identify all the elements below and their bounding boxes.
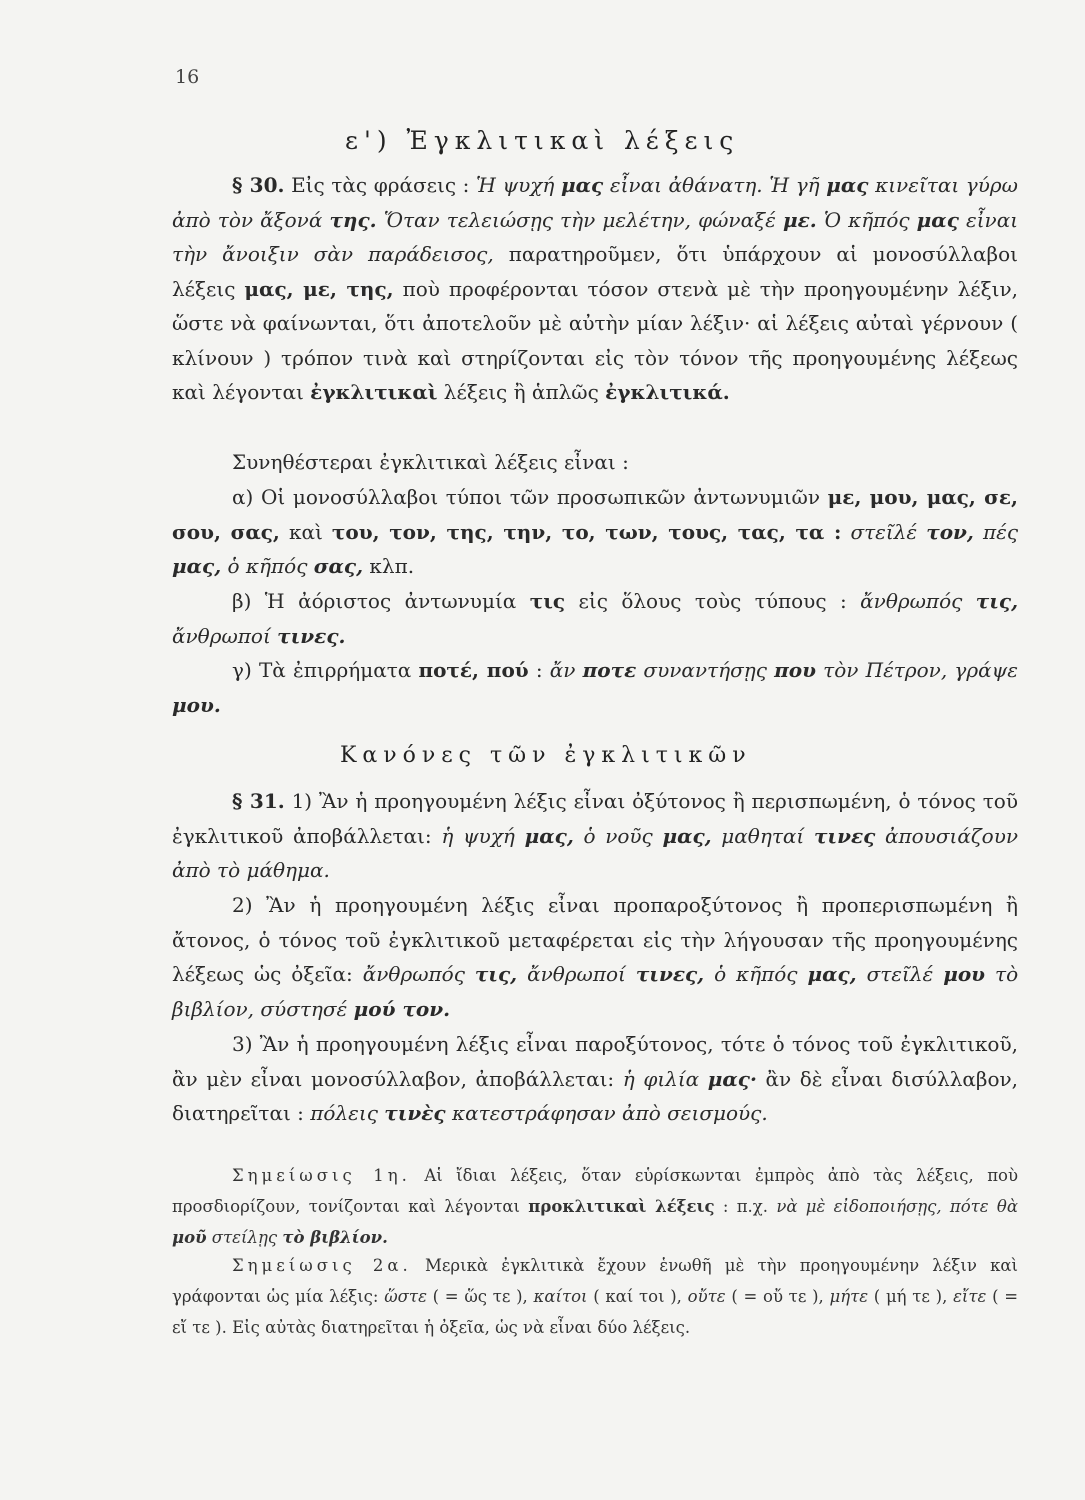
enclitic: τις, [975, 589, 1019, 613]
text: : π.χ. [722, 1197, 769, 1216]
enclitic: μας, [172, 554, 222, 578]
example: τὸ βιβλίον, σύστησέ [172, 962, 1019, 1021]
text: ( καί τοι ), [593, 1287, 682, 1306]
example: ἡ φιλία [622, 1066, 700, 1091]
enclitic: τις [529, 589, 566, 613]
text: Αἱ ἴδιαι λέξεις, ὅταν εὑρίσκωνται ἐμπρὸς ἀπὸ τὰς λέξεις, ποὺ προσδιορίζουν, τονίζονται καὶ λέγονται [172, 1166, 1018, 1216]
example: Ἡ ψυχή [476, 173, 555, 197]
common-enclitics: Συνηθέστεραι ἐγκλιτικαὶ λέξεις εἶναι : [232, 450, 629, 474]
example: μήτε [829, 1287, 869, 1306]
enclitic: μας [561, 173, 604, 197]
enclitic-list: μας, με, της, [244, 276, 394, 301]
text: α) Οἱ μονοσύλλαβοι τύποι τῶν προσωπικῶν ἀντωνυμιῶν [232, 485, 821, 509]
example: τὸν Πέτρον, γράψε [823, 658, 1018, 682]
text: ( = οὔ τε ), [731, 1287, 824, 1306]
example: ὁ κῆπός [714, 962, 798, 986]
example: κατεστράφησαν ἀπὸ σεισμούς. [451, 1101, 768, 1125]
enclitic: μας [826, 173, 869, 197]
example: καίτοι [533, 1287, 588, 1306]
example: νὰ μὲ εἰδοποιήσῃς, πότε θὰ [776, 1197, 1018, 1216]
enclitic: μας· [707, 1066, 757, 1091]
enclitic: τις, [474, 962, 518, 986]
enclitic: σας, [313, 554, 364, 578]
enclitic: της. [329, 207, 377, 232]
term: ἐγκλιτικά. [605, 380, 730, 404]
term: ἐγκλιτικαὶ [310, 380, 438, 404]
sub-title: Κανόνες τῶν ἐγκλιτικῶν [340, 743, 752, 768]
note-label: Σημείωσις 1η. [232, 1166, 411, 1185]
text: β) Ἡ ἀόριστος ἀντωνυμία [232, 589, 517, 613]
text: ( = ὥς τε ), [432, 1287, 528, 1306]
enclitic: τον, [926, 519, 974, 544]
text: 3) Ἂν ἡ προηγουμένη λέξις εἶναι παροξύτονος, τότε ὁ τόνος τοῦ ἐγκλιτικοῦ, ἂν μὲν εἶναι μονοσύλλαβον, ἀποβάλλεται: [172, 1032, 1018, 1091]
text: λέξεις ἢ ἁπλῶς [443, 380, 599, 404]
enclitic: μας, [524, 823, 574, 848]
example: οὔτε [687, 1287, 726, 1306]
rule-3 [172, 1027, 1018, 1131]
example: στεῖλέ [850, 519, 918, 544]
example: ὁ νοῦς [583, 823, 653, 848]
text: ( μή τε ), [873, 1287, 948, 1306]
example: ἄνθρωποί [172, 623, 271, 648]
text: Μερικὰ ἐγκλιτικὰ ἔχουν ἑνωθῆ μὲ τὴν προηγουμένην λέξιν καὶ γράφονται ὡς μία λέξις: [172, 1256, 1018, 1306]
example: τὸ βιβλίον. [282, 1228, 388, 1247]
section-30-paragraph [172, 168, 1018, 410]
example: συναντήσῃς [643, 658, 767, 682]
page-number: 16 [175, 66, 200, 88]
enclitic: μας, [807, 962, 857, 986]
enclitic-list: ποτέ, πού [418, 658, 529, 682]
enclitic: τινες [813, 823, 876, 848]
example: στείλῃς [211, 1228, 278, 1247]
text: γ) Τὰ ἐπιρρήματα [232, 658, 412, 682]
example: εἶναι ἀθάνατη. Ἡ γῆ [609, 173, 820, 197]
note-1 [172, 1160, 1018, 1253]
enclitic: μου. [172, 692, 221, 717]
example: Ὅταν τελειώσῃς τὴν μελέτην, φώναξέ [383, 207, 776, 232]
example: εἴτε [953, 1287, 987, 1306]
enclitic: μου [943, 962, 986, 986]
enclitic: με. [782, 207, 817, 232]
enclitic: μας, [662, 823, 712, 848]
example: πές [982, 519, 1019, 544]
example: ὁ κῆπός [227, 554, 308, 578]
example: ἡ ψυχή [441, 823, 515, 848]
text: παρατηροῦμεν, ὅτι ὑπάρχουν αἱ μονοσύλλαβοι λέξεις [172, 242, 1019, 301]
text: εἰς ὅλους τοὺς τύπους : [578, 589, 847, 613]
item-alpha [172, 480, 1018, 584]
text: Εἰς τὰς φράσεις : [291, 173, 470, 197]
example: ἄνθρωποί [527, 962, 626, 986]
rule-1 [172, 784, 1018, 888]
text: κλπ. [369, 554, 415, 578]
enclitic: τινες. [277, 623, 346, 648]
section-mark: § 30. [232, 173, 285, 197]
enclitic: τινὲς [384, 1101, 446, 1125]
section-title: ε') Ἐγκλιτικαὶ λέξεις [345, 126, 740, 155]
text: 1) Ἂν ἡ προηγουμένη λέξις εἶναι ὀξύτονος ἢ περισπωμένη, ὁ τόνος τοῦ ἐγκλιτικοῦ ἀποβάλλεται: [172, 789, 1019, 848]
item-gamma [172, 653, 1018, 722]
section-mark: § 31. [232, 789, 285, 813]
example: εἶναι τὴν ἄνοιξιν σὰν παράδεισος, [172, 207, 1019, 266]
example: ἄνθρωπός [860, 589, 963, 613]
example: ἄν [549, 658, 576, 682]
example: ἄνθρωπός [362, 962, 465, 986]
note-2 [172, 1250, 1018, 1343]
enclitic: μοῦ [172, 1228, 207, 1247]
text: ἂν δὲ εἶναι δισύλλαβον, διατηρεῖται : [172, 1066, 1019, 1125]
example: Ὁ κῆπός [823, 207, 910, 232]
example: κινεῖται γύρω ἀπὸ τὸν ἄξονά [172, 173, 1018, 232]
item-beta [172, 584, 1018, 653]
enclitic: ποτε [582, 658, 637, 682]
example: στεῖλέ [866, 962, 934, 986]
rule-2 [172, 888, 1018, 1026]
text: ποὺ προφέρονται τόσον στενὰ μὲ τὴν προηγουμένην λέξιν, ὥστε νὰ φαίνωνται, ὅτι ἀποτελοῦν μὲ αὐτὴν μίαν λέξιν· αἱ λέξεις αὐταὶ γέρνουν ( κλίνουν ) τρόπον τινὰ καὶ στηρίζονται εἰς τὸν τόνον τῆς προηγουμένης λέξεως καὶ λέγονται [172, 276, 1019, 404]
example: ὥστε [384, 1287, 427, 1306]
enclitic: μας [916, 207, 959, 232]
example: πόλεις [310, 1101, 378, 1125]
enclitic: μού τον. [353, 996, 451, 1021]
text: 2) Ἂν ἡ προηγουμένη λέξις εἶναι προπαροξύτονος ἢ προπερισπωμένη ἢ ἄτονος, ὁ τόνος τοῦ ἐγκλιτικοῦ μεταφέρεται εἰς τὴν λήγουσαν τῆς προηγουμένης λέξεως ὡς ὀξεῖα: [172, 893, 1018, 986]
enclitic-list: του, τον, της, την, το, των, τους, τας, τα : [331, 519, 842, 544]
text: ( = εἴ τε ). Εἰς αὐτὰς διατηρεῖται ἡ ὀξεῖα, ὡς νὰ εἶναι δύο λέξεις. [172, 1287, 1019, 1337]
text: καὶ [288, 519, 323, 544]
enclitic: τινες, [635, 962, 705, 986]
note-label: Σημείωσις 2α. [232, 1256, 412, 1275]
enclitic-list: με, μου, μας, σε, σου, σας, [172, 485, 1018, 544]
enclitic: που [774, 658, 816, 682]
text: : [535, 658, 543, 682]
example: μαθηταί [721, 823, 805, 848]
term: προκλιτικαὶ λέξεις [528, 1197, 715, 1216]
example: ἀπουσιάζουν ἀπὸ τὸ μάθημα. [172, 823, 1019, 882]
